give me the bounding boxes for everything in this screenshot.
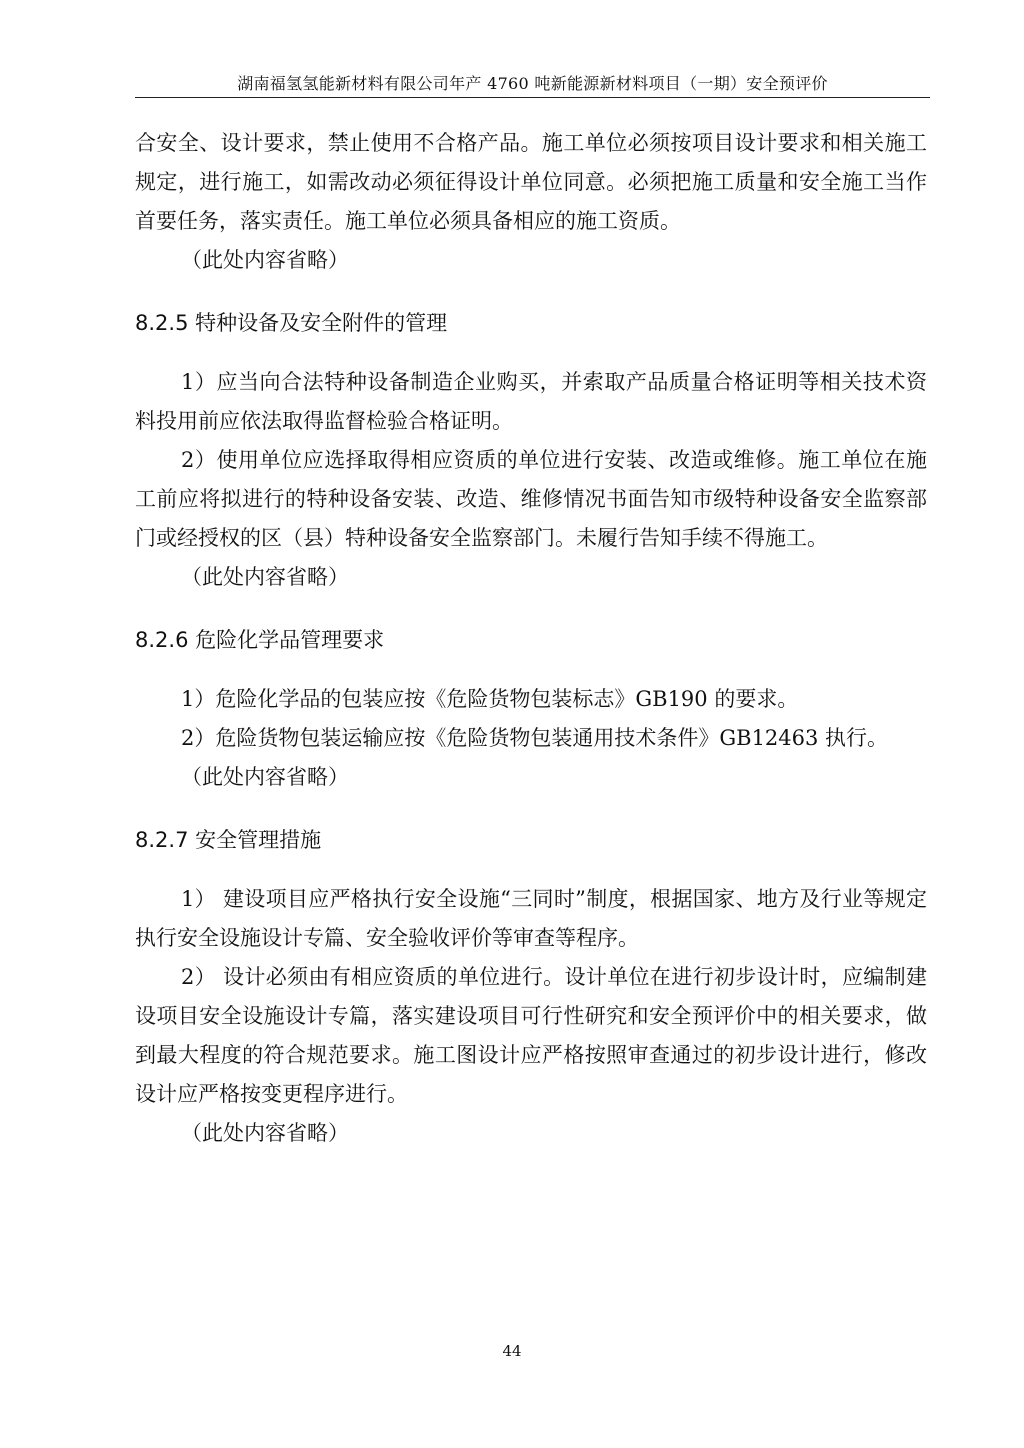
omitted-note: （此处内容省略） xyxy=(181,565,349,589)
section-8-2-7-item-2: 2） 设计必须由有相应资质的单位进行。设计单位在进行初步设计时，应编制建设项目安全设施设计专篇，落实建设项目可行性研究和安全预评价中的相关要求，做到最大程度的符合规范要求。施工图设计应严格按照审查通过的初步设计进行，修改设计应严格按变更程序进行。 xyxy=(135,965,927,1106)
section-8-2-7-item-1: 1） 建设项目应严格执行安全设施“三同时”制度，根据国家、地方及行业等规定执行安全设施设计专篇、安全验收评价等审查等程序。 xyxy=(135,887,927,950)
header-title: 湖南福氢氢能新材料有限公司年产 4760 吨新能源新材料项目（一期）安全预评价 xyxy=(237,74,828,93)
page-content xyxy=(135,124,927,1153)
header-divider xyxy=(135,97,930,98)
omitted-note: （此处内容省略） xyxy=(181,248,349,272)
section-8-2-5-item-2: 2）使用单位应选择取得相应资质的单位进行安装、改造或维修。施工单位在施工前应将拟进行的特种设备安装、改造、维修情况书面告知市级特种设备安全监察部门或经授权的区（县）特种设备安全监察部门。未履行告知手续不得施工。 xyxy=(135,448,927,550)
omitted-note: （此处内容省略） xyxy=(181,765,349,789)
section-heading-8-2-7: 8.2.7 安全管理措施 xyxy=(135,828,322,852)
section-8-2-6-item-1: 1）危险化学品的包装应按《危险货物包装标志》GB190 的要求。 xyxy=(181,687,799,711)
page-number: 44 xyxy=(502,1342,522,1360)
section-heading-8-2-5: 8.2.5 特种设备及安全附件的管理 xyxy=(135,311,448,335)
omitted-note: （此处内容省略） xyxy=(181,1121,349,1145)
section-heading-8-2-6: 8.2.6 危险化学品管理要求 xyxy=(135,628,385,652)
section-8-2-5-item-1: 1）应当向合法特种设备制造企业购买，并索取产品质量合格证明等相关技术资料投用前应依法取得监督检验合格证明。 xyxy=(135,370,927,433)
section-8-2-6-item-2: 2）危险货物包装运输应按《危险货物包装通用技术条件》GB12463 执行。 xyxy=(181,726,889,750)
intro-paragraph: 合安全、设计要求，禁止使用不合格产品。施工单位必须按项目设计要求和相关施工规定，进行施工，如需改动必须征得设计单位同意。必须把施工质量和安全施工当作首要任务，落实责任。施工单位必须具备相应的施工资质。 xyxy=(135,131,927,233)
